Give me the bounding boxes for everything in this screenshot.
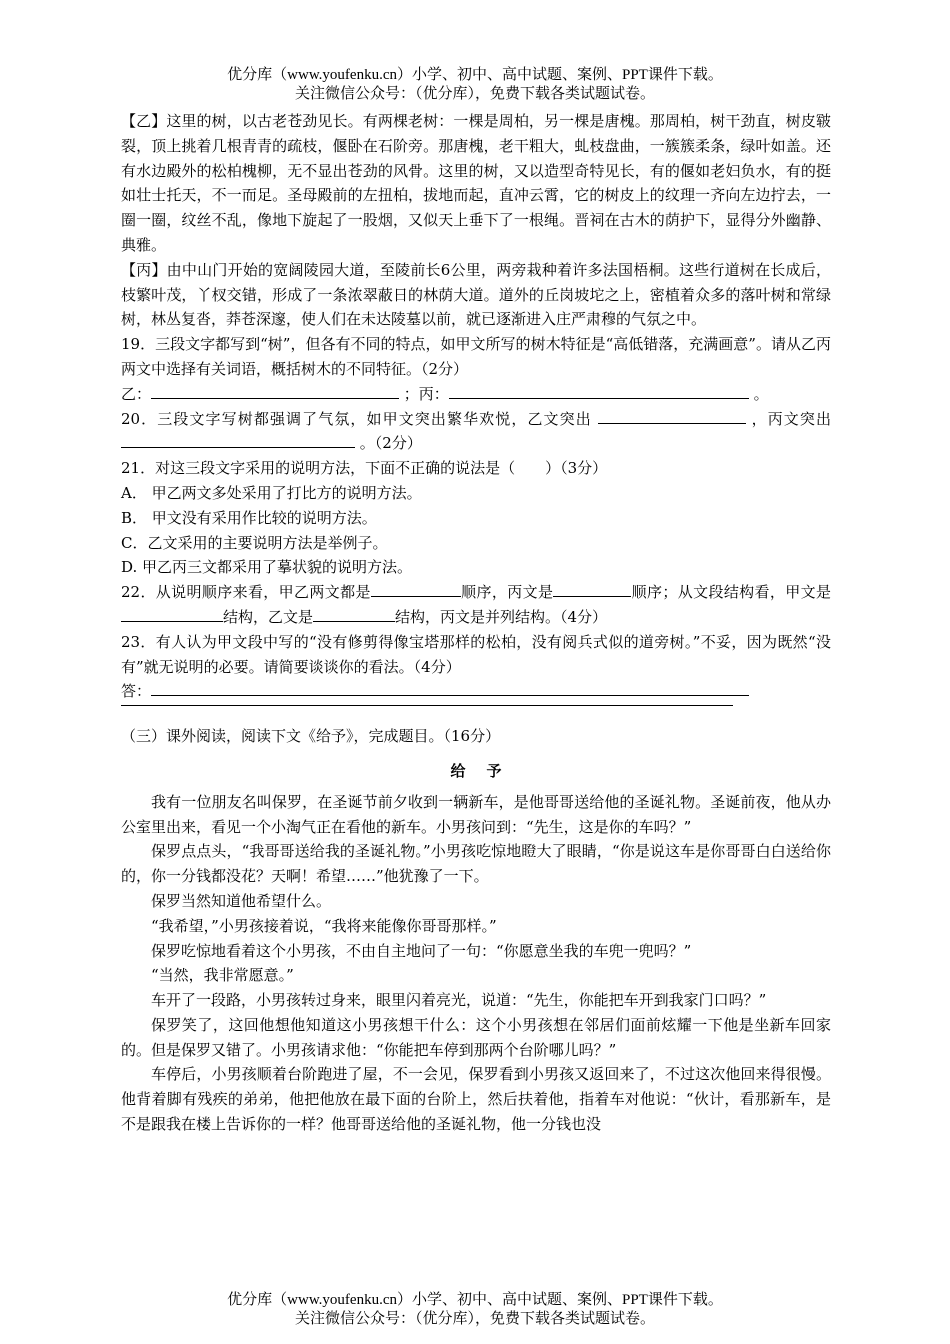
story-paragraph: 车开了一段路，小男孩转过身来，眼里闪着亮光，说道：“先生，你能把车开到我家门口吗？” — [151, 991, 767, 1010]
q22-e: 结构，乙文是 — [223, 607, 314, 626]
footer-line-1: 优分库（www.youfenku.cn）小学、初中、高中试题、案例、PPT课件下载。 — [227, 1292, 723, 1308]
q21-option-c: C．乙文采用的主要说明方法是举例子。 — [121, 533, 388, 552]
story-title: 给予 — [450, 761, 523, 780]
q22-d: 看，甲文是 — [754, 583, 831, 602]
q22-b: 顺序，丙文是 — [460, 583, 554, 602]
q23-answer-blank-2[interactable] — [121, 704, 733, 716]
q20-part4: 。（2分） — [359, 434, 422, 453]
footer-line-2: 关注微信公众号：（优分库），免费下载各类试题试卷。 — [294, 1311, 655, 1327]
q22-blank-4[interactable] — [313, 605, 395, 622]
story-paragraph: 保罗当然知道他希望什么。 — [151, 891, 332, 910]
q22-blank-3[interactable] — [121, 605, 223, 622]
q19-yi-label: 乙： — [121, 384, 152, 403]
question-20 — [121, 407, 831, 457]
q21-option-a: A． 甲乙两文多处采用了打比方的说明方法。 — [121, 483, 422, 502]
q19-bing-blank[interactable] — [449, 382, 749, 399]
q20-bing-blank[interactable] — [121, 431, 355, 448]
passage-bing: 【丙】由中山门开始的宽阔陵园大道，至陵前长6公里，两旁栽种着许多法国梧桐。这些行道树在长成后，枝繁叶茂，丫杈交错，形成了一条浓翠蔽日的林荫大道。道外的丘岗坡坨之上，密植着众多的落叶树和常绿树，林丛复沓，莽苍深邃，使人们在未达陵墓以前，就已逐渐进入庄严肃穆的气氛之中。 — [121, 260, 831, 329]
q19-separator: ；丙： — [403, 384, 449, 403]
question-21: 21．对这三段文字采用的说明方法，下面不正确的说法是（ ）（3分） — [121, 459, 608, 478]
q20-yi-blank[interactable] — [598, 407, 746, 424]
q19-yi-blank[interactable] — [151, 382, 399, 399]
q19-end: 。 — [753, 384, 769, 403]
story-paragraph: 保罗吃惊地看着这个小男孩，不由自主地问了一句：“你愿意坐我的车兜一兜吗？” — [151, 941, 692, 960]
passage-yi: 【乙】这里的树，以古老苍劲见长。有两棵老树：一棵是周柏，另一棵是唐槐。那周柏，树干劲直，树皮皲裂，顶上挑着几根青青的疏枝，偃卧在石阶旁。那唐槐，老干粗大，虬枝盘曲，一簇簇柔条，绿叶如盖。还有水边殿外的松柏槐柳，无不显出苍劲的风骨。这里的树，又以造型奇特见长，有的偃如老妇负水，有的挺如壮士托天，不一而足。圣母殿前的左扭柏，拔地而起，直冲云霄，它的树皮上的纹理一齐向左边拧去，一圈一圈，纹丝不乱，像地下旋起了一股烟，又似天上垂下了一根绳。晋祠在古木的荫护下，显得分外幽静、典雅。 — [121, 112, 831, 254]
header-line-2: 关注微信公众号：（优分库），免费下载各类试题试卷。 — [294, 86, 655, 102]
story-paragraph: 我有一位朋友名叫保罗，在圣诞节前夕收到一辆新车，是他哥哥送给他的圣诞礼物。圣诞前夜，他从办公室里出来，看见一个小淘气正在看他的新车。小男孩问到：“先生，这是你的车吗？” — [121, 792, 831, 836]
story-paragraph: “我希望，”小男孩接着说，“我将来能像你哥哥那样。” — [151, 916, 497, 935]
q22-a: 22．从说明顺序来看，甲乙两文都是 — [121, 583, 371, 602]
q21-option-d: D. 甲乙丙三文都采用了摹状貌的说明方法。 — [121, 558, 413, 577]
question-22 — [121, 580, 831, 630]
q20-part2: ，丙文 — [751, 409, 800, 428]
q23-answer-row — [121, 679, 831, 704]
q20-part1: 20．三段文字写树都强调了气氛，如甲文突出繁华欢悦，乙文突出 — [121, 409, 592, 428]
question-19-answer-line — [121, 382, 831, 407]
q23-answer-label: 答： — [121, 682, 152, 701]
question-19: 19．三段文字都写到“树”，但各有不同的特点，如甲文所写的树木特征是“高低错落，充满画意”。请从乙丙两文中选择有关词语，概括树木的不同特征。（2分） — [121, 335, 831, 378]
q22-f: 结构，丙文是并列结构。（4分） — [395, 607, 608, 626]
story-paragraph: “当然，我非常愿意。” — [151, 966, 294, 985]
story-paragraph: 保罗点点头，“我哥哥送给我的圣诞礼物。”小男孩吃惊地瞪大了眼睛，“你是说这车是你哥哥白白送给你的，你一分钱都没花？天啊！希望……”他犹豫了一下。 — [121, 842, 831, 886]
q23-answer-blank-1[interactable] — [151, 679, 749, 696]
story-paragraph: 保罗笑了，这回他想他知道这小男孩想干什么：这个小男孩想在邻居们面前炫耀一下他是坐新车回家的。但是保罗又错了。小男孩请求他：“你能把车停到那两个台阶哪儿吗？” — [121, 1015, 831, 1059]
question-23: 23．有人认为甲文段中写的“没有修剪得像宝塔那样的松柏，没有阅兵式似的道旁树。”不妥，因为既然“没有”就无说明的必要。请简要谈谈你的看法。（4分） — [121, 632, 831, 676]
section-3-heading: （三）课外阅读，阅读下文《给予》，完成题目。（16分） — [121, 727, 501, 746]
story-paragraph: 车停后，小男孩顺着台阶跑进了屋，不一会见，保罗看到小男孩又返回来了，不过这次他回来得很慢。他背着脚有残疾的弟弟，他把他放在最下面的台阶上，然后扶着他，指着车对他说：“伙计，看那新车，是不是跟我在楼上告诉你的一样？他哥哥送给他的圣诞礼物，他一分钱也没 — [121, 1065, 831, 1134]
document-body — [121, 109, 831, 1137]
header-line-1: 优分库（www.youfenku.cn）小学、初中、高中试题、案例、PPT课件下载。 — [227, 67, 723, 83]
q22-blank-1[interactable] — [371, 580, 461, 597]
q22-blank-2[interactable] — [553, 580, 631, 597]
q22-c: 顺序；从文段结构 — [631, 583, 755, 602]
q20-part3: 突出 — [799, 409, 831, 428]
q21-option-b: B． 甲文没有采用作比较的说明方法。 — [121, 508, 377, 527]
